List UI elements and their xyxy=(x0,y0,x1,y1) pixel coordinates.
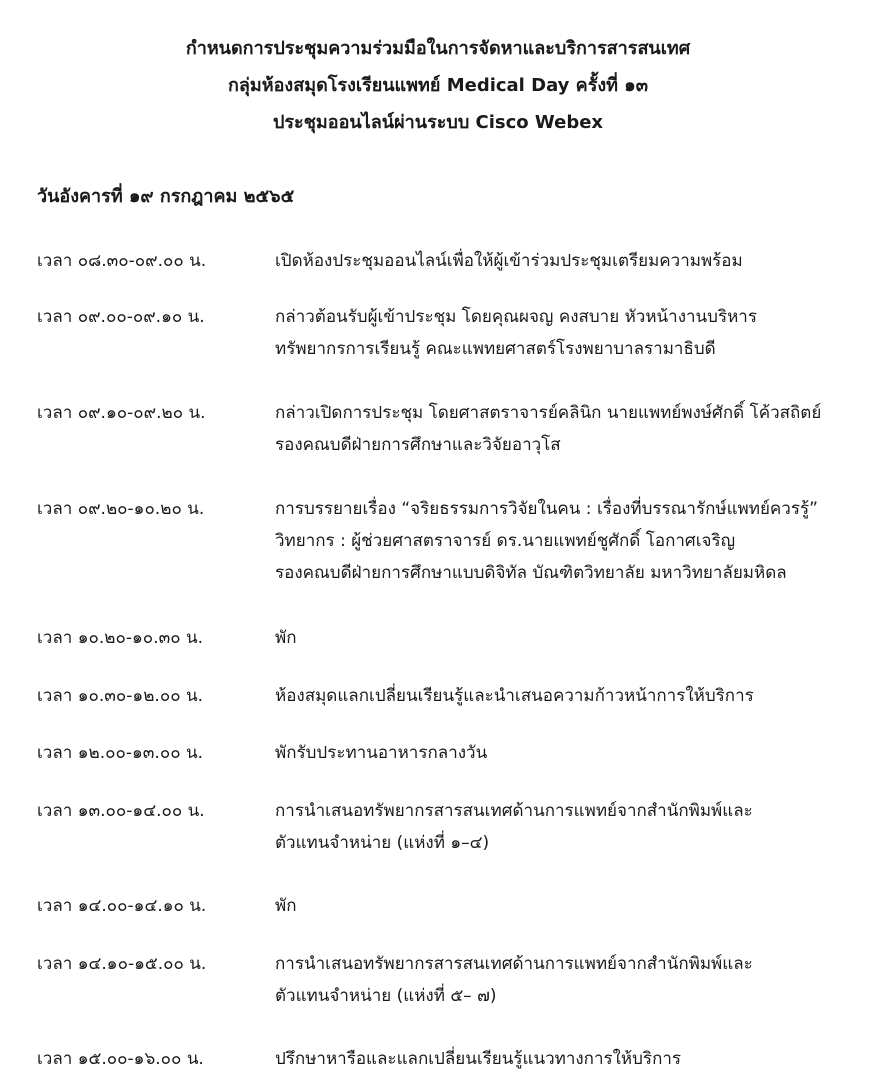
description-line: พัก xyxy=(275,628,297,648)
schedule-description xyxy=(275,622,865,654)
description-line: ทรัพยากรการเรียนรู้ คณะแพทยศาสตร์โรงพยาบาลรามาธิบดี xyxy=(275,339,716,359)
schedule-time: เวลา ๐๘.๓๐-๐๙.๐๐ น. xyxy=(37,251,207,271)
schedule-time: เวลา ๑๔.๐๐-๑๔.๑๐ น. xyxy=(37,896,207,916)
schedule-description xyxy=(275,1043,865,1075)
schedule-description xyxy=(275,680,865,712)
schedule-description xyxy=(275,245,865,277)
schedule-time: เวลา ๑๒.๐๐-๑๓.๐๐ น. xyxy=(37,743,204,763)
description-line: วิทยากร : ผู้ช่วยศาสตราจารย์ ดร.นายแพทย์ชูศักดิ์ โอกาศเจริญ xyxy=(275,531,736,551)
schedule-description xyxy=(275,795,865,859)
description-line: การนำเสนอทรัพยากรสารสนเทศด้านการแพทย์จากสำนักพิมพ์และ xyxy=(275,954,753,974)
schedule-description xyxy=(275,493,865,589)
schedule-time: เวลา ๐๙.๐๐-๐๙.๑๐ น. xyxy=(37,307,205,327)
schedule-description xyxy=(275,301,865,365)
description-line: การบรรยายเรื่อง “จริยธรรมการวิจัยในคน : เรื่องที่บรรณารักษ์แพทย์ควรรู้” xyxy=(275,499,818,519)
description-line: รองคณบดีฝ่ายการศึกษาและวิจัยอาวุโส xyxy=(275,435,561,455)
description-line: การนำเสนอทรัพยากรสารสนเทศด้านการแพทย์จากสำนักพิมพ์และ xyxy=(275,801,753,821)
description-line: รองคณบดีฝ่ายการศึกษาแบบดิจิทัล บัณฑิตวิทยาลัย มหาวิทยาลัยมหิดล xyxy=(275,563,787,583)
description-line: ตัวแทนจำหน่าย (แห่งที่ ๑–๔) xyxy=(275,833,490,853)
header-title-line-3: ประชุมออนไลน์ผ่านระบบ Cisco Webex xyxy=(272,112,604,133)
header-title-line-2: กลุ่มห้องสมุดโรงเรียนแพทย์ Medical Day ครั้งที่ ๑๓ xyxy=(227,75,649,96)
description-line: กล่าวเปิดการประชุม โดยศาสตราจารย์คลินิก นายแพทย์พงษ์ศักดิ์ โค้วสถิตย์ xyxy=(275,403,822,423)
description-line: เปิดห้องประชุมออนไลน์เพื่อให้ผู้เข้าร่วมประชุมเตรียมความพร้อม xyxy=(275,251,743,271)
schedule-time: เวลา ๑๐.๒๐-๑๐.๓๐ น. xyxy=(37,628,204,648)
schedule-time: เวลา ๑๓.๐๐-๑๔.๐๐ น. xyxy=(37,801,205,821)
schedule-description xyxy=(275,890,865,922)
description-line: ตัวแทนจำหน่าย (แห่งที่ ๕– ๗) xyxy=(275,986,497,1006)
schedule-description xyxy=(275,948,865,1012)
header-title-line-1: กำหนดการประชุมความร่วมมือในการจัดหาและบริการสารสนเทศ xyxy=(185,38,691,59)
description-line: ห้องสมุดแลกเปลี่ยนเรียนรู้และนำเสนอความก้าวหน้าการให้บริการ xyxy=(275,686,754,706)
schedule-time: เวลา ๐๙.๒๐-๑๐.๒๐ น. xyxy=(37,499,205,519)
date-heading: วันอังคารที่ ๑๙ กรกฎาคม ๒๕๖๕ xyxy=(37,186,295,207)
schedule-time: เวลา ๑๐.๓๐-๑๒.๐๐ น. xyxy=(37,686,204,706)
description-line: ปรึกษาหารือและแลกเปลี่ยนเรียนรู้แนวทางการให้บริการ xyxy=(275,1049,682,1069)
schedule-time: เวลา ๐๙.๑๐-๐๙.๒๐ น. xyxy=(37,403,206,423)
schedule-time: เวลา ๑๔.๑๐-๑๕.๐๐ น. xyxy=(37,954,207,974)
description-line: กล่าวต้อนรับผู้เข้าประชุม โดยคุณผจญ คงสบาย หัวหน้างานบริหาร xyxy=(275,307,757,327)
agenda-header xyxy=(0,30,876,141)
description-line: พักรับประทานอาหารกลางวัน xyxy=(275,743,488,763)
description-line: พัก xyxy=(275,896,297,916)
schedule-description xyxy=(275,737,865,769)
schedule-time: เวลา ๑๕.๐๐-๑๖.๐๐ น. xyxy=(37,1049,204,1069)
schedule-description xyxy=(275,397,865,461)
